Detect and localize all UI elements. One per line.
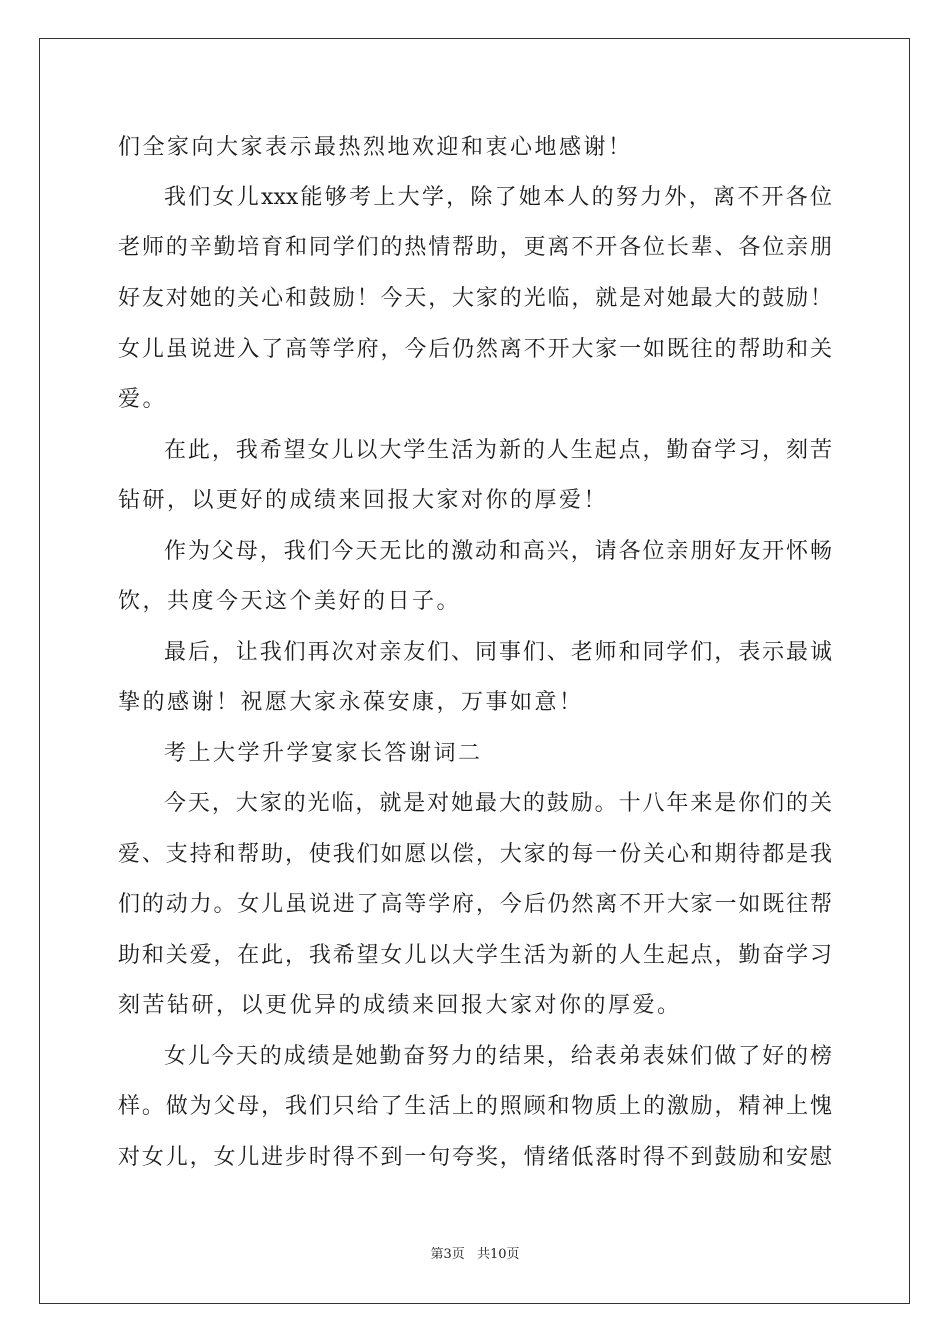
text-line: 最后，让我们再次对亲友们、同事们、老师和同学们，表示最诚 <box>164 640 832 665</box>
text-line: 女儿今天的成绩是她勤奋努力的结果，给表弟表妹们做了好的榜 <box>164 1044 832 1069</box>
text-line: 刻苦钻研，以更优异的成绩来回报大家对你的厚爱。 <box>118 993 682 1018</box>
text-line: 钻研，以更好的成绩来回报大家对你的厚爱！ <box>118 488 609 513</box>
text-line: 好友对她的关心和鼓励！今天，大家的光临，就是对她最大的鼓励！ <box>118 286 832 311</box>
page-number: 第3页 <box>430 1247 465 1262</box>
section-heading: 考上大学升学宴家长答谢词二 <box>164 741 483 766</box>
text-line: 助和关爱，在此，我希望女儿以大学生活为新的人生起点，勤奋学习 <box>118 943 832 968</box>
text-line: 老师的辛勤培育和同学们的热情帮助，更离不开各位长辈、各位亲朋 <box>118 235 832 260</box>
text-line: 挚的感谢！祝愿大家永葆安康，万事如意！ <box>118 690 584 715</box>
text-line: 爱、支持和帮助，使我们如愿以偿，大家的每一份关心和期待都是我 <box>118 842 832 867</box>
text-line: 们的动力。女儿虽说进了高等学府，今后仍然离不开大家一如既往帮 <box>118 892 832 917</box>
text-line: 在此，我希望女儿以大学生活为新的人生起点，勤奋学习，刻苦 <box>164 438 832 463</box>
text-line: 爱。 <box>118 387 168 412</box>
text-line: 样。做为父母，我们只给了生活上的照顾和物质上的激励，精神上愧 <box>118 1094 832 1119</box>
text-line: 们全家向大家表示最热烈地欢迎和衷心地感谢！ <box>118 135 633 160</box>
page-total: 共10页 <box>476 1247 520 1262</box>
text-line: 我们女儿xxx能够考上大学，除了她本人的努力外，离不开各位 <box>164 185 832 210</box>
text-line: 饮，共度今天这个美好的日子。 <box>118 589 462 614</box>
text-line: 作为父母，我们今天无比的激动和高兴，请各位亲朋好友开怀畅 <box>164 539 832 564</box>
text-line: 今天，大家的光临，就是对她最大的鼓励。十八年来是你们的关 <box>164 791 832 816</box>
text-line: 女儿虽说进入了高等学府，今后仍然离不开大家一如既往的帮助和关 <box>118 337 832 362</box>
text-line: 对女儿，女儿进步时得不到一句夸奖，情绪低落时得不到鼓励和安慰 <box>118 1145 832 1170</box>
page-footer <box>0 1246 950 1264</box>
